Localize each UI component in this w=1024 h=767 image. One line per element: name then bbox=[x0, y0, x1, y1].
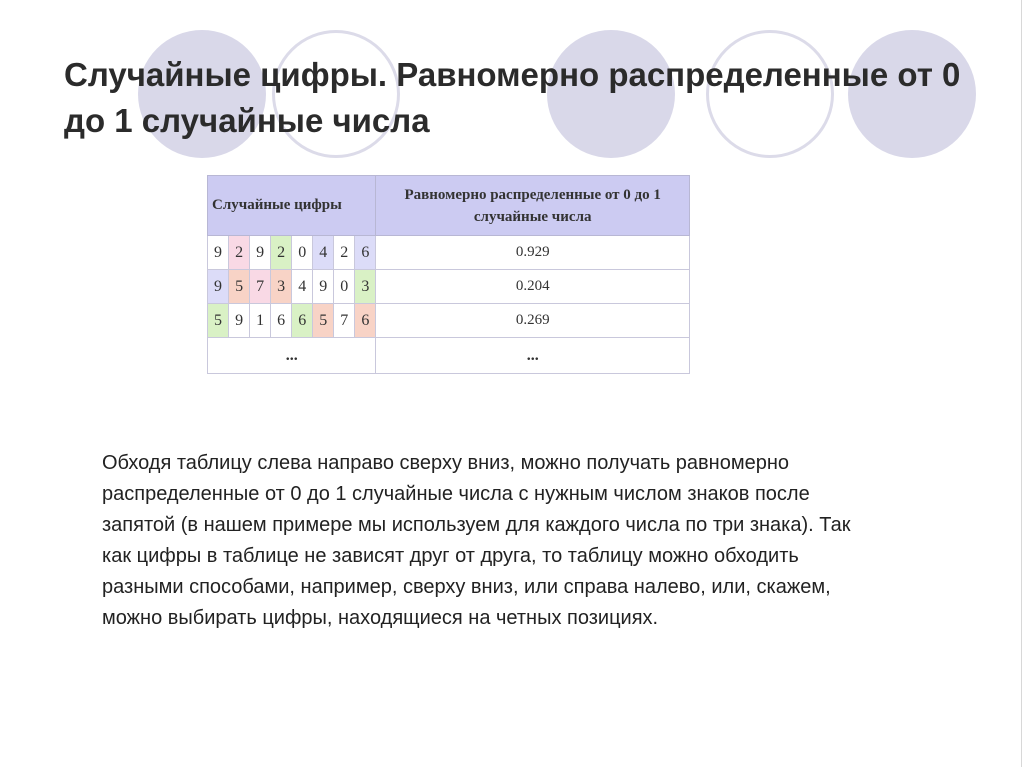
uniform-value-cell: 0.929 bbox=[376, 236, 690, 270]
table-row bbox=[208, 270, 690, 304]
digit-cell: 9 bbox=[208, 270, 229, 304]
slide-title: Случайные цифры. Равномерно распределенные от 0 до 1 случайные числа bbox=[64, 56, 961, 139]
digit-cell: 5 bbox=[313, 304, 334, 338]
digit-cell: 2 bbox=[334, 236, 355, 270]
header-uniform-numbers: Равномерно распределенные от 0 до 1 случайные числа bbox=[376, 176, 690, 236]
explanation-paragraph: Обходя таблицу слева направо сверху вниз, можно получать равномерно распределенные от 0 до 1 случайные числа с нужным числом знаков после запятой (в нашем примере мы используем для каждого числа по три знака). Так как цифры в таблице не зависят друг от друга, то таблицу можно обходить разными способами, например, сверху вниз, или справа налево, или, скажем, можно выбирать цифры, находящиеся на четных позициях. bbox=[102, 452, 851, 629]
table-ellipsis-row bbox=[208, 338, 690, 374]
header-random-digits: Случайные цифры bbox=[208, 176, 376, 236]
uniform-value-cell: 0.269 bbox=[376, 304, 690, 338]
digit-cell: 2 bbox=[229, 236, 250, 270]
random-digits-table bbox=[207, 175, 690, 374]
digit-cell: 9 bbox=[250, 236, 271, 270]
ellipsis-value-cell: ... bbox=[376, 338, 690, 374]
digit-cell: 1 bbox=[250, 304, 271, 338]
digit-cell: 7 bbox=[250, 270, 271, 304]
table-header-row bbox=[208, 176, 690, 236]
digit-cell: 4 bbox=[292, 270, 313, 304]
digit-cell: 9 bbox=[313, 270, 334, 304]
table-row bbox=[208, 304, 690, 338]
digit-cell: 2 bbox=[271, 236, 292, 270]
digit-cell: 7 bbox=[334, 304, 355, 338]
digit-cell: 5 bbox=[208, 304, 229, 338]
digit-cell: 9 bbox=[229, 304, 250, 338]
uniform-value-cell: 0.204 bbox=[376, 270, 690, 304]
digit-cell: 0 bbox=[334, 270, 355, 304]
digit-cell: 5 bbox=[229, 270, 250, 304]
ellipsis-digits-cell: ... bbox=[208, 338, 376, 374]
digit-cell: 3 bbox=[271, 270, 292, 304]
digit-cell: 6 bbox=[271, 304, 292, 338]
digit-cell: 0 bbox=[292, 236, 313, 270]
slide-border bbox=[1021, 0, 1022, 767]
digit-cell: 6 bbox=[355, 304, 376, 338]
digit-cell: 6 bbox=[292, 304, 313, 338]
digit-cell: 4 bbox=[313, 236, 334, 270]
table-row bbox=[208, 236, 690, 270]
digit-cell: 3 bbox=[355, 270, 376, 304]
digit-cell: 6 bbox=[355, 236, 376, 270]
digit-cell: 9 bbox=[208, 236, 229, 270]
